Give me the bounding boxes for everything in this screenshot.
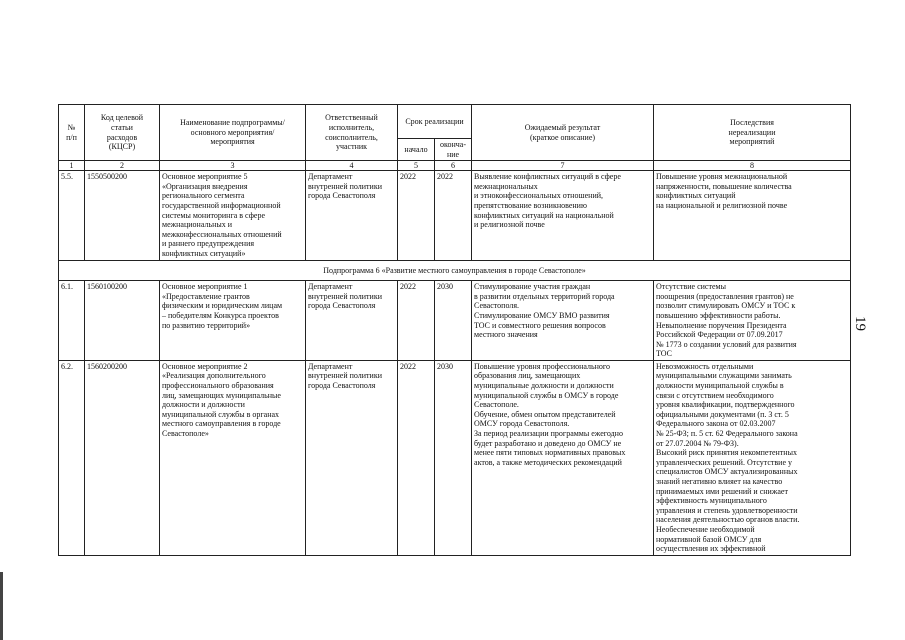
column-number: 4	[306, 161, 398, 171]
header-period: Срок реализации	[398, 105, 472, 139]
row-result: Стимулирование участия граждан в развитии отдельных территорий города Севастополя. Стимулирование ОМСУ ВМО развития ТОС и совместного решения вопросов местного значения	[472, 281, 654, 361]
column-number: 5	[398, 161, 435, 171]
row-number: 6.2.	[59, 360, 85, 555]
page-number: 19	[852, 316, 868, 331]
row-name: Основное мероприятие 2 «Реализация дополнительного профессионального образования лиц, замещающих муниципальные должности и должности муниципальной службы в органах местного самоуправления в городе Севастополе»	[160, 360, 306, 555]
row-code: 1550500200	[85, 171, 160, 260]
column-number: 6	[435, 161, 472, 171]
row-executor: Департамент внутренней политики города Севастополя	[306, 360, 398, 555]
row-result: Повышение уровня профессионального образования лиц, замещающих муниципальные должности и должности муниципальной службы в ОМСУ в городе Севастополе. Обучение, обмен опытом представителей ОМСУ города Севастополя. За период реализации программы ежегодно будет разработано и доведено до ОМСУ не менее пяти типовых нормативных правовых актов, а также методических рекомендаций	[472, 360, 654, 555]
row-code: 1560200200	[85, 360, 160, 555]
table-row	[59, 360, 851, 555]
column-number: 1	[59, 161, 85, 171]
row-executor: Департамент внутренней политики города Севастополя	[306, 171, 398, 260]
header-executor: Ответственный исполнитель, соисполнитель, участник	[306, 105, 398, 161]
row-consequences: Невозможность отдельными муниципальными служащими занимать должности муниципальной службы в связи с отсутствием необходимого уровня квалификации, подтвержденного официальными документами (п. 3 ст. 5 Федерального закона от 02.03.2007 № 25-ФЗ; п. 5 ст. 62 Федерального закона от 27.07.2004 № 79-ФЗ). Высокий риск принятия некомпетентных управленческих решений. Отсутствие у специалистов ОМСУ актуализированных знаний негативно влияет на качество принимаемых ими решений и снижает эффективность муниципального управления и степень удовлетворенности населения деятельностью органов власти. Необеспечение необходимой нормативной базой ОМСУ для осуществления их эффективной	[654, 360, 851, 555]
row-end: 2022	[435, 171, 472, 260]
row-number: 6.1.	[59, 281, 85, 361]
header-end: оконча- ние	[435, 139, 472, 161]
row-start: 2022	[398, 360, 435, 555]
row-consequences: Отсутствие системы поощрения (предоставления грантов) не позволит стимулировать ОМСУ и ТОС к повышению эффективности работы. Невыполнение поручения Президента Российской Федерации от 07.09.2017 № 1773 о создании условий для развития ТОС	[654, 281, 851, 361]
table-row	[59, 171, 851, 260]
row-result: Выявление конфликтных ситуаций в сфере межнациональных и этноконфессиональных отношений, препятствование возникновению конфликтных ситуаций на национальной и религиозной почве	[472, 171, 654, 260]
row-name: Основное мероприятие 5 «Организация внедрения регионального сегмента государственной информационной системы мониторинга в сфере межнациональных и межконфессиональных отношений и раннего предупреждения конфликтных ситуаций»	[160, 171, 306, 260]
header-start: начало	[398, 139, 435, 161]
column-number: 7	[472, 161, 654, 171]
subprogram-title: Подпрограмма 6 «Развитие местного самоуправления в городе Севастополе»	[59, 260, 851, 281]
row-code: 1560100200	[85, 281, 160, 361]
row-consequences: Повышение уровня межнациональной напряженности, повышение количества конфликтных ситуаций на национальной и религиозной почве	[654, 171, 851, 260]
column-number: 8	[654, 161, 851, 171]
row-name: Основное мероприятие 1 «Предоставление грантов физическим и юридическим лицам – победителям Конкурса проектов по развитию территорий»	[160, 281, 306, 361]
row-end: 2030	[435, 281, 472, 361]
header-number: № п/п	[59, 105, 85, 161]
header-code: Код целевой статьи расходов (КЦСР)	[85, 105, 160, 161]
header-consequences: Последствия нереализации мероприятий	[654, 105, 851, 161]
subprogram-row	[59, 260, 851, 281]
column-number: 3	[160, 161, 306, 171]
header-result: Ожидаемый результат (краткое описание)	[472, 105, 654, 161]
measures-table	[58, 104, 851, 556]
column-number: 2	[85, 161, 160, 171]
header-name: Наименование подпрограммы/ основного мероприятия/ мероприятия	[160, 105, 306, 161]
row-executor: Департамент внутренней политики города Севастополя	[306, 281, 398, 361]
row-start: 2022	[398, 281, 435, 361]
scan-edge-mark	[0, 572, 3, 640]
row-end: 2030	[435, 360, 472, 555]
table-row	[59, 281, 851, 361]
column-numbers-row	[59, 161, 851, 171]
row-number: 5.5.	[59, 171, 85, 260]
table-header-row	[59, 105, 851, 139]
row-start: 2022	[398, 171, 435, 260]
